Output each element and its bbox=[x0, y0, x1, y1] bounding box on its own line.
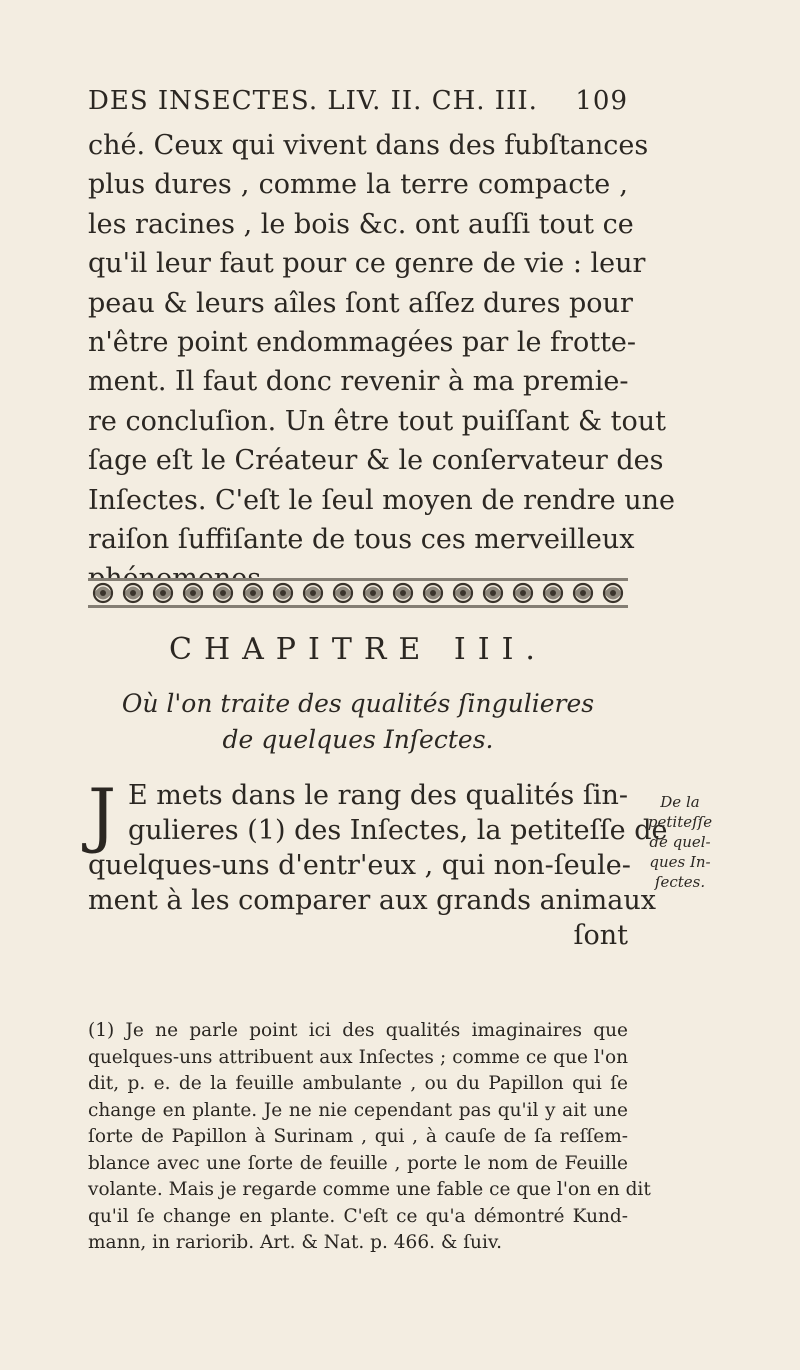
chapter-paragraph bbox=[88, 774, 668, 953]
text-line: ment. Il faut donc revenir à ma premie- bbox=[88, 366, 629, 398]
text-line: peau & leurs aîles ſont aſſez dures pour bbox=[88, 287, 633, 319]
catchword: ſont bbox=[573, 920, 628, 951]
footnote-line: dit, p. e. de la feuille ambulante , ou du Papillon qui ſe bbox=[88, 1073, 628, 1094]
text-line: raiſon ſuffiſante de tous ces merveilleux bbox=[88, 524, 635, 556]
footnote-line: blance avec une ſorte de feuille , porte le nom de Feuille bbox=[88, 1152, 628, 1174]
footnote-line: (1) Je ne parle point ici des qualités imaginaires que bbox=[88, 1020, 628, 1041]
text-line: ſage eſt le Créateur & le conſervateur des bbox=[88, 445, 664, 477]
text-line: gulieres (1) des Inſectes, la petiteſſe de bbox=[128, 815, 668, 846]
text-line: n'être point endommagées par le frotte- bbox=[88, 327, 637, 359]
subtitle-line: de quelques Inſectes. bbox=[222, 725, 494, 754]
text-line: E mets dans le rang des qualités ſin- bbox=[128, 780, 628, 811]
text-line: les racines , le bois &c. ont auſſi tout ce bbox=[88, 208, 634, 240]
margin-note-line: de quel- bbox=[649, 833, 711, 851]
page-number: 109 bbox=[575, 86, 628, 116]
text-line: ché. Ceux qui vivent dans des fubſtances bbox=[88, 130, 649, 161]
text-line: Inſectes. C'eſt le ſeul moyen de rendre une bbox=[88, 484, 675, 516]
text-line: quelques-uns d'entr'eux , qui non-ſeule- bbox=[88, 850, 631, 881]
chapter-title: CHAPITRE III. bbox=[169, 632, 547, 667]
text-line: plus dures , comme la terre compacte , bbox=[88, 169, 628, 201]
footnote-line: mann, in rariorib. Art. & Nat. p. 466. & ſuiv. bbox=[88, 1232, 503, 1253]
text-line: re concluſion. Un être tout puiſſant & tout bbox=[88, 405, 666, 437]
footnote-line: ſorte de Papillon à Surinam , qui , à cauſe de ſa reſſem- bbox=[88, 1126, 628, 1147]
margin-note-line: petiteſſe bbox=[647, 813, 713, 831]
footnote-line: change en plante. Je ne nie cependant pas qu'il y ait une bbox=[88, 1099, 628, 1121]
footnote-line: qu'il ſe change en plante. C'eſt ce qu'a démontré Kund- bbox=[88, 1205, 628, 1227]
body-text bbox=[88, 126, 675, 599]
margin-note-line: ques In- bbox=[649, 853, 711, 871]
margin-note bbox=[640, 792, 720, 892]
chapter-subtitle bbox=[88, 686, 628, 758]
margin-note-line: ſectes. bbox=[654, 873, 706, 891]
footnote-line: volante. Mais je regarde comme une fable ce que l'on en dit bbox=[88, 1179, 651, 1200]
footnote-line: quelques-uns attribuent aux Inſectes ; comme ce que l'on bbox=[88, 1046, 628, 1068]
running-head bbox=[88, 86, 628, 116]
margin-note-line: De la bbox=[660, 793, 700, 811]
footnote bbox=[88, 1018, 651, 1257]
text-line: ment à les comparer aux grands animaux bbox=[88, 885, 657, 916]
drop-cap: J bbox=[88, 774, 117, 856]
decorative-ornament-band bbox=[88, 578, 628, 608]
running-head-title: DES INSECTES. LIV. II. CH. III. bbox=[88, 86, 538, 116]
subtitle-line: Où l'on traite des qualités ſingulieres bbox=[121, 689, 595, 718]
text-line: qu'il leur faut pour ce genre de vie : leur bbox=[88, 248, 646, 280]
